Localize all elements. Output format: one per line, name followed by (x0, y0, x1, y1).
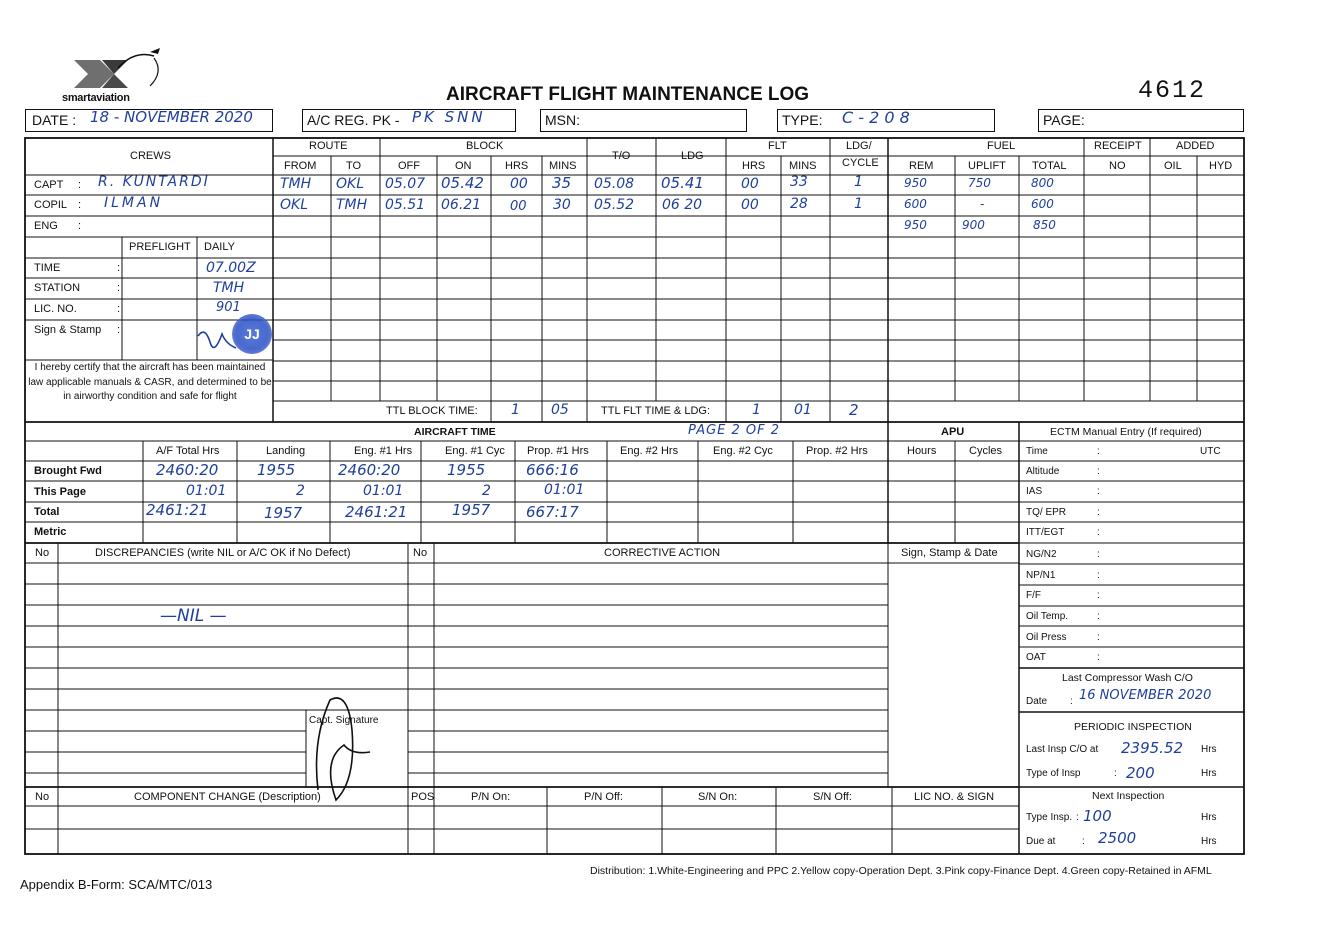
ectm-colon-3: : (1097, 486, 1100, 497)
lic-no-label: LIC. NO. (34, 303, 77, 315)
total-af: 2461:21 (146, 501, 209, 519)
component-change-header: COMPONENT CHANGE (Description) (134, 791, 321, 803)
ectm-oil-temp: Oil Temp. (1026, 611, 1069, 622)
this-page-landing: 2 (296, 483, 305, 499)
flight-2-flt-mins: 28 (790, 196, 808, 212)
compressor-wash-header: Last Compressor Wash C/O (1062, 672, 1193, 684)
type-label: TYPE: (782, 112, 823, 128)
receipt-no-header: NO (1109, 160, 1126, 172)
date-label: DATE : (32, 112, 77, 128)
flight-1-flt-mins: 33 (790, 174, 808, 190)
flt-header: FLT (768, 140, 787, 152)
ectm-colon-4: : (1097, 507, 1100, 518)
flight-2-mins: 30 (553, 197, 571, 213)
row-total: Total (34, 506, 60, 518)
row-metric: Metric (34, 526, 67, 538)
flight-1-off: 05.07 (385, 176, 426, 192)
ttl-block-mins: 05 (551, 402, 569, 418)
flight-3-rem: 950 (904, 218, 927, 232)
sign-stamp-label: Sign & Stamp (34, 324, 102, 336)
col-eng2-hrs: Eng. #2 Hrs (620, 445, 679, 457)
flight-1-ldg: 05.41 (661, 174, 704, 192)
crew-name-copil: ILMAN (104, 195, 164, 211)
flight-2-rem: 600 (904, 197, 927, 211)
ectm-oil-press: Oil Press (1026, 632, 1067, 643)
daily-station-value: TMH (213, 280, 245, 296)
crew-name-capt: R. KUNTARDI (98, 174, 210, 190)
inspection-stamp: JJ (232, 314, 272, 354)
flight-2-cycle: 1 (854, 196, 863, 212)
oil-header: OIL (1164, 160, 1182, 172)
flight-2-to: TMH (336, 197, 368, 213)
apu-header: APU (941, 426, 965, 438)
off-header: OFF (398, 160, 420, 172)
ectm-altitude: Altitude (1026, 466, 1060, 477)
ttl-flt-mins: 01 (794, 402, 812, 418)
brought-fwd-af: 2460:20 (156, 461, 219, 479)
flt-mins-header: MINS (789, 160, 817, 172)
ac-reg-label: A/C REG. PK - (307, 112, 400, 128)
ectm-colon-7: : (1097, 570, 1100, 581)
discrepancies-header: DISCREPANCIES (write NIL or A/C OK if No Defect) (95, 547, 351, 559)
col-af-total-hrs: A/F Total Hrs (156, 445, 220, 457)
type-insp-label: Type of Insp (1026, 768, 1081, 779)
this-page-prop1: 01:01 (544, 482, 585, 498)
apu-cycles-header: Cycles (969, 445, 1003, 457)
flight-2-from: OKL (280, 197, 308, 213)
ectm-colon-5: : (1097, 527, 1100, 538)
last-insp-value: 2395.52 (1121, 739, 1184, 757)
type-insp-hrs: Hrs (1201, 768, 1217, 779)
crew-colon-eng: : (78, 220, 82, 232)
flight-1-from: TMH (280, 176, 312, 192)
flight-3-uplift: 900 (962, 218, 985, 232)
added-header: ADDED (1176, 140, 1215, 152)
due-at-hrs: Hrs (1201, 836, 1217, 847)
ectm-colon-10: : (1097, 632, 1100, 643)
form-reference: Appendix B-Form: SCA/MTC/013 (20, 877, 213, 892)
sign-stamp-date-header: Sign, Stamp & Date (901, 547, 998, 559)
page-title: AIRCRAFT FLIGHT MAINTENANCE LOG (446, 84, 810, 105)
flt-hrs-header: HRS (742, 160, 766, 172)
crew-role-eng: ENG (34, 220, 58, 232)
ttl-block-hrs: 1 (511, 402, 520, 418)
brought-fwd-eng1-cyc: 1955 (447, 461, 486, 479)
col-eng1-hrs: Eng. #1 Hrs (354, 445, 413, 457)
col-eng2-cyc: Eng. #2 Cyc (713, 445, 773, 457)
compressor-wash-colon: : (1070, 696, 1073, 707)
brought-fwd-prop1: 666:16 (526, 461, 579, 479)
date-value: 18 - NOVEMBER 2020 (90, 108, 253, 126)
total-landing: 1957 (264, 504, 303, 522)
next-type-value: 100 (1083, 807, 1112, 825)
ectm-header: ECTM Manual Entry (If required) (1050, 426, 1202, 438)
col-prop1-hrs: Prop. #1 Hrs (527, 445, 589, 457)
last-insp-label: Last Insp C/O at (1026, 744, 1099, 755)
ectm-colon-11: : (1097, 652, 1100, 663)
pos-header: POS (411, 791, 435, 803)
ectm-ff: F/F (1026, 590, 1041, 601)
apu-hours-header: Hours (907, 445, 937, 457)
hrs-header: HRS (505, 160, 529, 172)
pn-on-header: P/N On: (471, 791, 511, 803)
flight-1-takeoff: 05.08 (594, 176, 635, 192)
uplift-header: UPLIFT (968, 160, 1006, 172)
next-type-label: Type Insp. (1026, 812, 1073, 823)
daily-time-value: 07.00Z (206, 260, 256, 276)
lic-no-colon: : (117, 303, 121, 315)
ectm-tq-epr: TQ/ EPR (1026, 507, 1067, 518)
hyd-header: HYD (1209, 160, 1233, 172)
type-insp-colon: : (1114, 768, 1117, 779)
ectm-colon-2: : (1097, 466, 1100, 477)
crew-role-copil: COPIL (34, 199, 68, 211)
discrepancy-entry: —NIL — (160, 606, 227, 626)
ttl-flt-hrs: 1 (752, 402, 761, 418)
ttl-block-label: TTL BLOCK TIME: (386, 405, 478, 417)
flight-2-total: 600 (1031, 197, 1054, 211)
ectm-time: Time (1026, 446, 1048, 457)
flight-1-uplift: 750 (968, 176, 991, 190)
flight-1-hrs: 00 (510, 176, 528, 192)
brought-fwd-eng1-hrs: 2460:20 (338, 461, 401, 479)
due-at-label: Due at (1026, 836, 1056, 847)
distribution-note: Distribution: 1.White-Engineering and PPC 2.Yellow copy-Operation Dept. 3.Pink copy-Finance Dept. 4.Green copy-Retained in AFML (590, 865, 1212, 877)
station-label: STATION (34, 282, 81, 294)
page-note: PAGE 2 OF 2 (688, 423, 781, 438)
crew-role-capt: CAPT (34, 179, 64, 191)
compressor-wash-date-label: Date (1026, 696, 1048, 707)
ectm-colon-8: : (1097, 590, 1100, 601)
daily-header: DAILY (204, 241, 235, 253)
total-eng1-cyc: 1957 (452, 501, 491, 519)
fuel-header: FUEL (987, 140, 1016, 152)
col-prop2-hrs: Prop. #2 Hrs (806, 445, 868, 457)
next-inspection-header: Next Inspection (1092, 790, 1165, 802)
next-type-colon: : (1076, 812, 1079, 823)
ectm-colon-1: : (1097, 446, 1100, 457)
preflight-header: PREFLIGHT (129, 241, 191, 253)
fuel-total-header: TOTAL (1032, 160, 1067, 172)
station-colon: : (117, 282, 121, 294)
this-page-eng1-hrs: 01:01 (363, 483, 404, 499)
ldg-cycle-header-2: CYCLE (842, 157, 879, 169)
flight-1-cycle: 1 (854, 174, 863, 190)
daily-lic-value: 901 (216, 300, 241, 315)
ectm-np-n1: NP/N1 (1026, 570, 1056, 581)
due-at-value: 2500 (1098, 829, 1137, 847)
airworthiness-certification: I hereby certify that the aircraft has been maintained law applicable manuals & CASR, and determined to be in airworthy condition and safe for flight (28, 362, 272, 402)
compressor-wash-date: 16 NOVEMBER 2020 (1079, 688, 1212, 703)
ttl-flt-label: TTL FLT TIME & LDG: (601, 405, 711, 417)
flight-2-ldg: 06 20 (662, 197, 703, 213)
flight-2-uplift: - (980, 197, 985, 211)
flight-1-on: 05.42 (441, 174, 484, 192)
next-type-hrs: Hrs (1201, 812, 1217, 823)
corrective-action-header: CORRECTIVE ACTION (604, 547, 721, 559)
on-header: ON (455, 160, 472, 172)
route-header: ROUTE (309, 140, 348, 152)
corrective-no-header: No (413, 547, 428, 559)
brought-fwd-landing: 1955 (257, 461, 296, 479)
mins-header: MINS (549, 160, 577, 172)
time-colon: : (117, 262, 121, 274)
row-brought-fwd: Brought Fwd (34, 465, 102, 477)
ectm-colon-9: : (1097, 611, 1100, 622)
rem-header: REM (909, 160, 934, 172)
block-header: BLOCK (466, 140, 504, 152)
crew-colon-capt: : (78, 179, 82, 191)
serial-number: 4612 (1138, 76, 1207, 105)
col-landing: Landing (266, 445, 306, 457)
aircraft-time-header: AIRCRAFT TIME (414, 426, 496, 438)
type-value: C - 2 0 8 (842, 108, 910, 127)
ac-reg-value: PK SNN (412, 108, 486, 126)
ectm-itt-egt: ITT/EGT (1026, 527, 1065, 538)
ectm-utc: UTC (1200, 446, 1221, 457)
msn-label: MSN: (545, 112, 580, 128)
periodic-inspection-header: PERIODIC INSPECTION (1074, 721, 1192, 733)
crew-colon-copil: : (78, 199, 82, 211)
col-eng1-cyc: Eng. #1 Cyc (445, 445, 505, 457)
flight-3-total: 850 (1033, 218, 1056, 232)
ttl-ldg: 2 (849, 401, 859, 419)
crews-header: CREWS (130, 150, 171, 162)
due-at-colon: : (1082, 836, 1085, 847)
to-header: TO (346, 160, 362, 172)
total-eng1-hrs: 2461:21 (345, 503, 408, 521)
this-page-af: 01:01 (186, 483, 227, 499)
this-page-eng1-cyc: 2 (482, 483, 491, 499)
ldg-header: LDG (681, 150, 704, 162)
sign-stamp-colon: : (117, 324, 121, 336)
discrepancy-no-header: No (35, 547, 50, 559)
time-label: TIME (34, 262, 61, 274)
flight-1-to: OKL (336, 176, 364, 192)
pn-off-header: P/N Off: (584, 791, 623, 803)
row-this-page: This Page (34, 486, 86, 498)
flight-1-total: 800 (1031, 176, 1054, 190)
to-time-header: T/O (612, 150, 631, 162)
ectm-ias: IAS (1026, 486, 1043, 497)
sn-off-header: S/N Off: (813, 791, 852, 803)
total-prop1: 667:17 (526, 503, 579, 521)
component-no-header: No (35, 791, 50, 803)
type-insp-value: 200 (1126, 764, 1155, 782)
receipt-header: RECEIPT (1094, 140, 1142, 152)
capt-signature-label: Capt. Signature (309, 715, 379, 726)
ectm-colon-6: : (1097, 549, 1100, 560)
flight-2-on: 06.21 (441, 197, 482, 213)
flight-1-rem: 950 (904, 176, 927, 190)
flight-2-hrs: 00 (510, 199, 527, 214)
flight-2-flt-hrs: 00 (741, 197, 759, 213)
logo-text: smartaviation (62, 92, 130, 104)
ectm-oat: OAT (1026, 652, 1046, 663)
flight-2-takeoff: 05.52 (594, 197, 635, 213)
from-header: FROM (284, 160, 317, 172)
flight-1-flt-hrs: 00 (741, 176, 759, 192)
ldg-cycle-header-1: LDG/ (846, 140, 872, 152)
last-insp-hrs: Hrs (1201, 744, 1217, 755)
lic-no-sign-header: LIC NO. & SIGN (914, 791, 995, 803)
page-label: PAGE: (1043, 112, 1085, 128)
flight-1-mins: 35 (552, 174, 572, 192)
flight-2-off: 05.51 (385, 197, 426, 213)
ectm-ng-n2: NG/N2 (1026, 549, 1057, 560)
sn-on-header: S/N On: (698, 791, 738, 803)
